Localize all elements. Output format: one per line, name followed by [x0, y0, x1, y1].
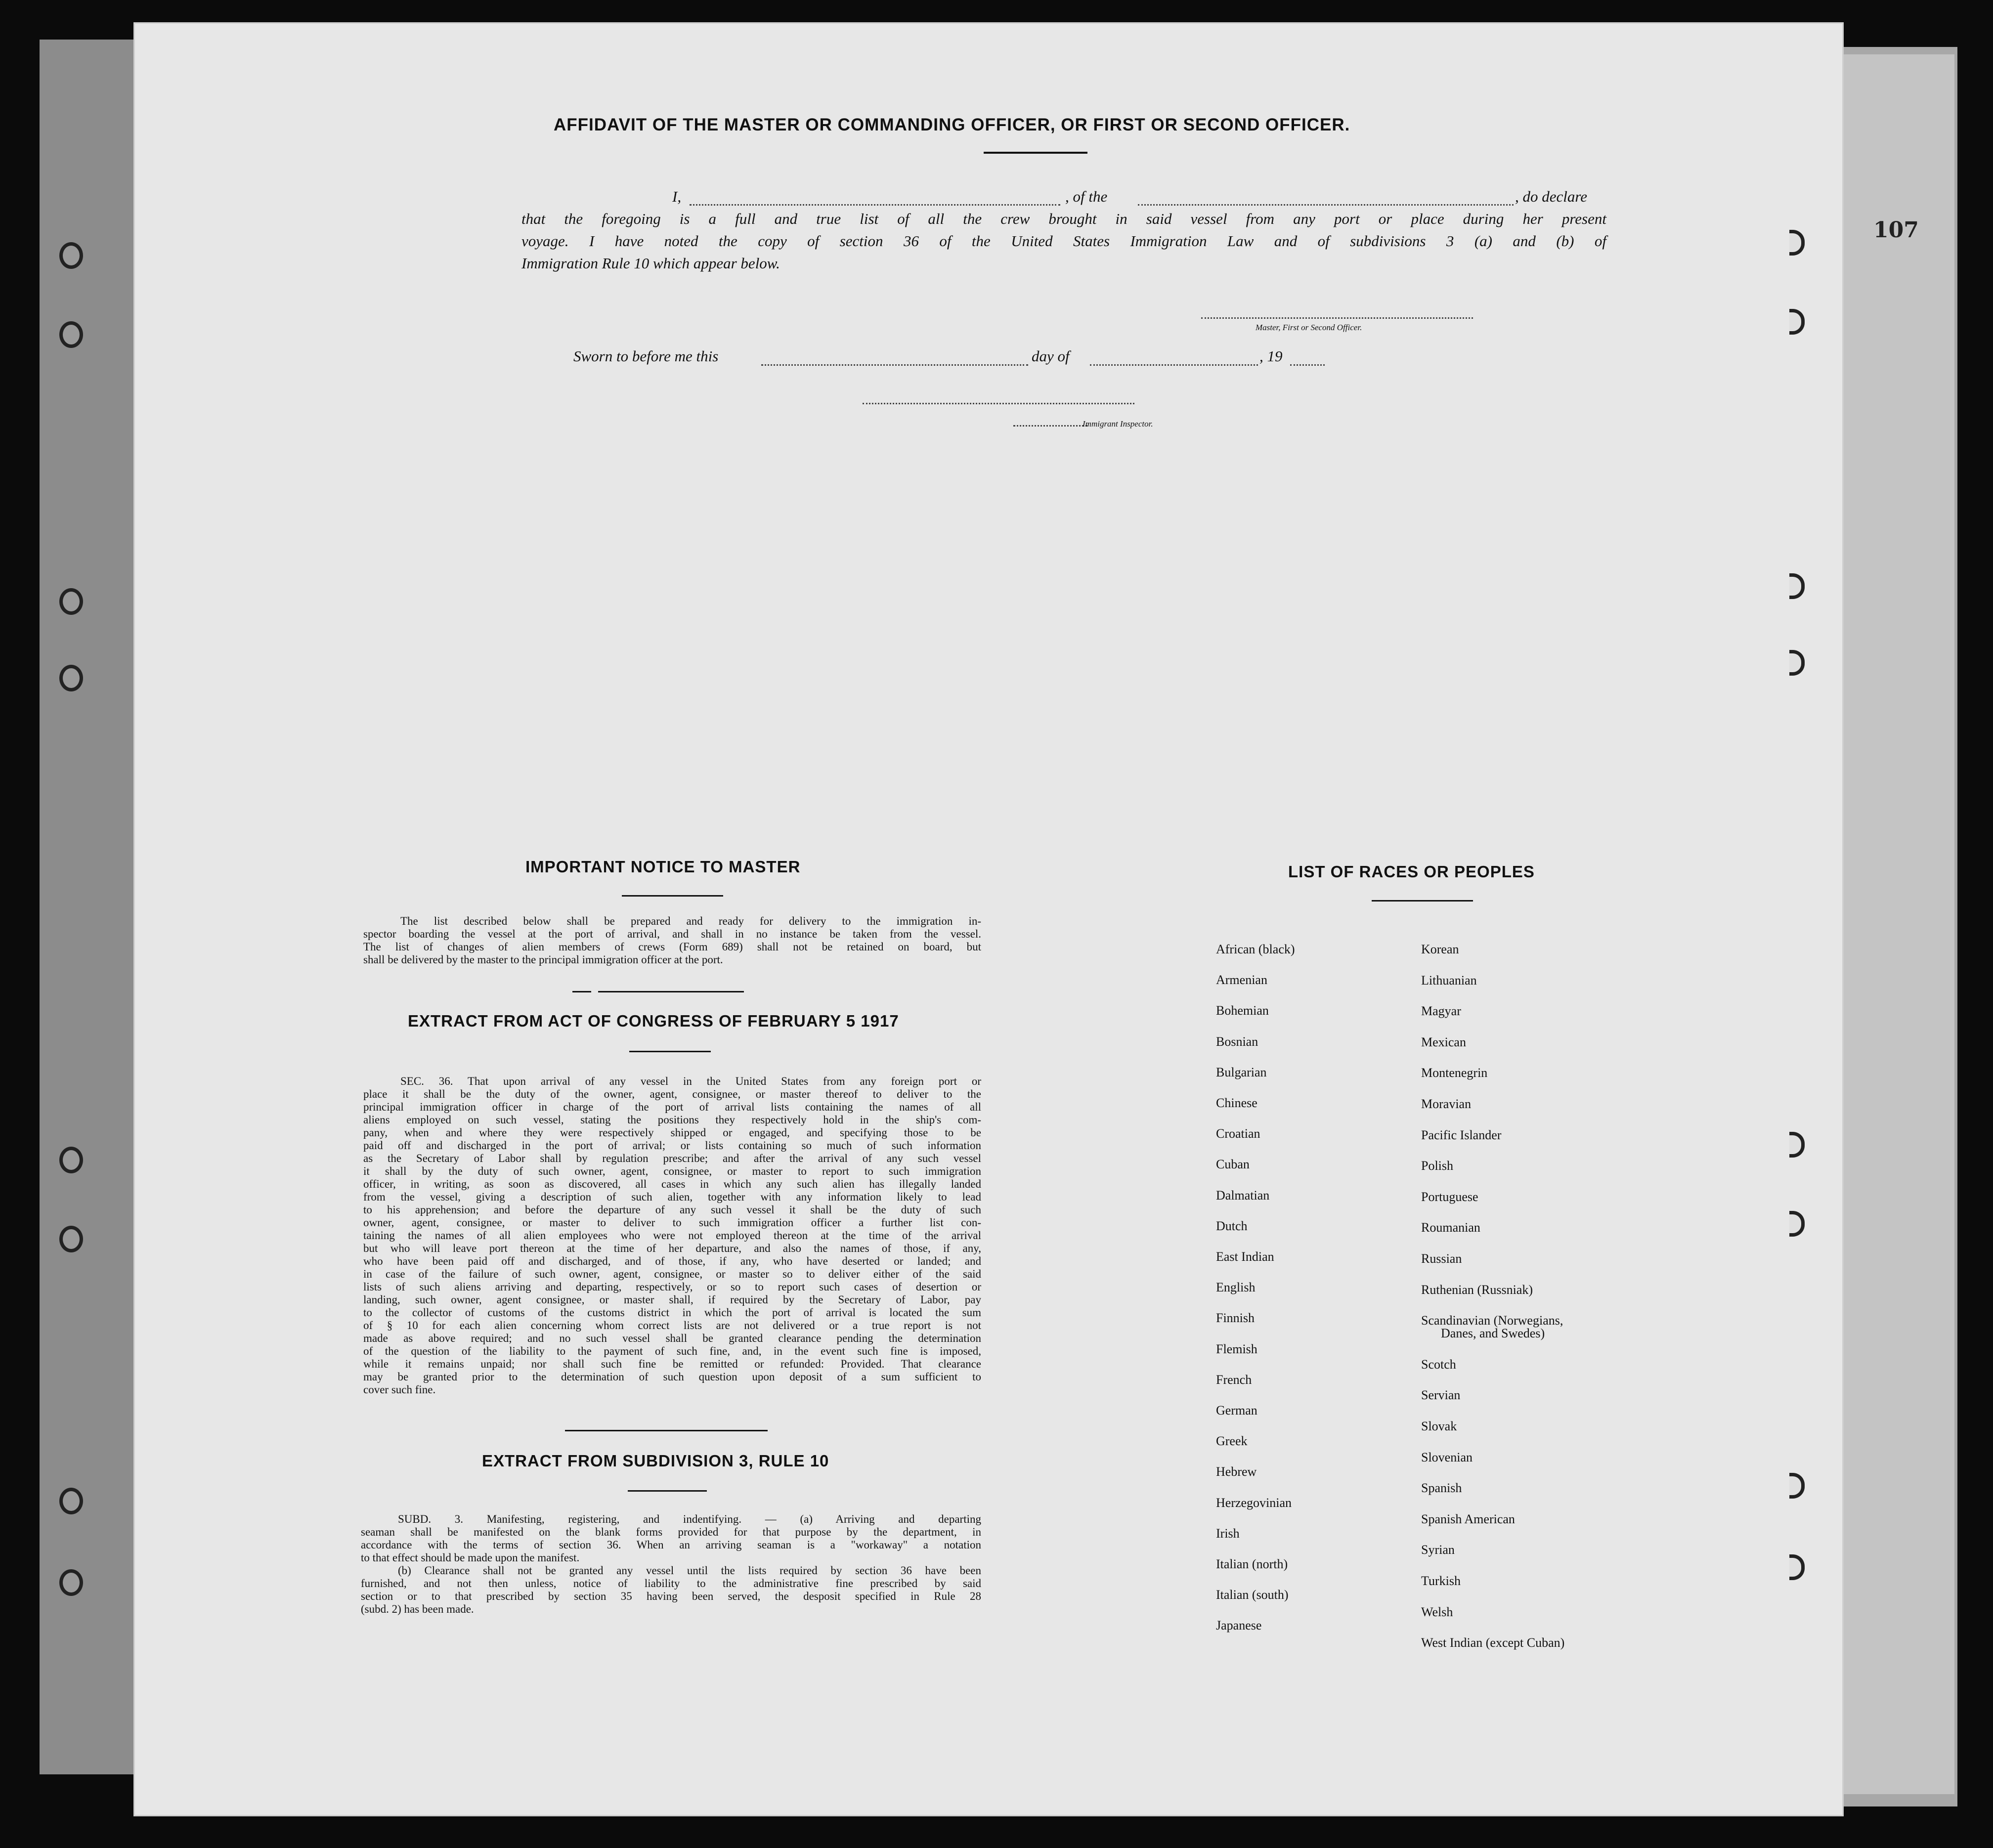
race-item: Slovenian	[1421, 1450, 1473, 1464]
race-item: Ruthenian (Russniak)	[1421, 1282, 1533, 1297]
affidavit-of-the: , of the	[1065, 188, 1108, 205]
race-item: Spanish	[1421, 1481, 1462, 1496]
race-item: East Indian	[1216, 1249, 1274, 1264]
race-item: Magyar	[1421, 1004, 1461, 1019]
divider	[572, 991, 591, 992]
text-line: aliens employed on such vessel, stating the positions they respectively hold in the ship's com-	[363, 1114, 981, 1126]
race-item: Slovak	[1421, 1419, 1457, 1433]
text-line: shall be delivered by the master to the principal immigration officer at the port.	[363, 953, 723, 966]
extract-rule-body	[361, 1513, 981, 1616]
text-line: (subd. 2) has been made.	[361, 1603, 474, 1615]
race-item: Pacific Islander	[1421, 1127, 1502, 1142]
punch-hole-icon	[59, 242, 83, 269]
race-item: Syrian	[1421, 1543, 1455, 1557]
race-item: Herzegovinian	[1216, 1495, 1292, 1510]
race-item: Chinese	[1216, 1096, 1257, 1110]
text-line: cover such fine.	[363, 1383, 436, 1396]
text-line: lists of such aliens arriving and departing, respectively, or so to report such cases of desertion or	[363, 1281, 981, 1293]
text-line: to the collector of customs of the customs district in which the port of arrival is located the sum	[363, 1306, 981, 1319]
text-line: furnished, and not then unless, notice of liability to the administrative fine prescribed by said	[361, 1577, 981, 1590]
text-line: principal immigration officer in charge of the port of arrival lists containing the names of all	[363, 1101, 981, 1113]
sworn-day-of: day of	[1032, 347, 1070, 365]
name-blank	[690, 204, 1060, 206]
divider	[565, 1430, 768, 1431]
text-line: from the vessel, giving a description of such alien, together with any information likely to lead	[363, 1191, 981, 1203]
vessel-blank	[1138, 204, 1514, 206]
binder-ring-icon	[1789, 1211, 1805, 1237]
text-line: SUBD. 3. Manifesting, registering, and indentifying. — (a) Arriving and departing	[398, 1513, 981, 1525]
text-line: taining the names of all alien employees who were not employed thereon at the time of the arrival	[363, 1229, 981, 1242]
race-item: Portuguese	[1421, 1189, 1478, 1204]
text-line: as the Secretary of Labor shall by regulation prescribe; and after the arrival of any such vessel	[363, 1152, 981, 1164]
text-line: accordance with the terms of section 36. When an arriving seaman is a "workaway" a notation	[361, 1539, 981, 1551]
sworn-year: , 19	[1259, 347, 1283, 365]
text-line: of the question of the liability to the payment of such fine, and, in the event such fine is imposed,	[363, 1345, 981, 1357]
affidavit-line-3: voyage. I have noted the copy of section 36 of the United States Immigration Law and of subdivisions 3 (a) and (b) of	[521, 232, 1606, 250]
race-item: Roumanian	[1421, 1220, 1480, 1235]
race-item: Greek	[1216, 1434, 1248, 1449]
race-item: Moravian	[1421, 1097, 1472, 1111]
text-line: of § 10 for each alien concerning whom correct lists are not delivered or a true report is not	[363, 1319, 981, 1332]
race-item: African (black)	[1216, 942, 1295, 956]
binder-ring-icon	[1789, 1473, 1805, 1499]
text-line: made as above required; and no such vessel shall be granted clearance pending the determination	[363, 1332, 981, 1344]
race-item: Italian (south)	[1216, 1588, 1289, 1602]
text-line: to his apprehension; and before the departure of any such vessel it shall be the duty of such	[363, 1203, 981, 1216]
race-item: German	[1216, 1403, 1257, 1418]
text-line: owner, agent, consignee, or master to deliver to such immigration officer a further list con-	[363, 1216, 981, 1229]
race-item: Polish	[1421, 1159, 1454, 1173]
sworn-month-blank	[1090, 364, 1258, 366]
race-item: Cuban	[1216, 1157, 1250, 1172]
page-number: 107	[1873, 217, 1919, 243]
signature-blank	[1201, 317, 1473, 319]
race-item: Welsh	[1421, 1604, 1453, 1619]
text-line: The list described below shall be prepared and ready for delivery to the immigration in-	[400, 915, 981, 927]
punch-hole-icon	[59, 321, 83, 348]
race-item: Croatian	[1216, 1126, 1260, 1141]
extract-act-title: EXTRACT FROM ACT OF CONGRESS OF FEBRUARY 5 1917	[408, 1012, 899, 1030]
divider	[629, 1051, 711, 1052]
race-item: Flemish	[1216, 1341, 1257, 1356]
text-line: landing, such owner, agent consignee, or master shall, if required by the Secretary of Labor, pay	[363, 1293, 981, 1306]
inspector-blank-1	[863, 403, 1134, 404]
punch-hole-icon	[59, 1147, 83, 1173]
punch-hole-icon	[59, 1569, 83, 1596]
race-item: Korean	[1421, 942, 1459, 956]
binder-ring-icon	[1789, 1554, 1805, 1580]
text-line: who have been paid off and discharged, and of those, if any, who have deserted or landed; and	[363, 1255, 981, 1267]
races-title: LIST OF RACES OR PEOPLES	[1288, 862, 1535, 881]
inspector-blank-2	[1013, 425, 1087, 427]
text-line: The list of changes of alien members of crews (Form 689) shall not be retained on board, but	[363, 941, 981, 953]
race-item: Bohemian	[1216, 1003, 1269, 1018]
inspector-caption: Immigrant Inspector.	[1083, 419, 1153, 429]
text-line: pany, when and where they were respectively shipped or engaged, and specifying those to be	[363, 1126, 981, 1139]
notice-body	[363, 915, 981, 966]
extract-rule-title: EXTRACT FROM SUBDIVISION 3, RULE 10	[482, 1452, 829, 1470]
race-item: Scandinavian (Norwegians,	[1421, 1313, 1563, 1328]
race-item: Danes, and Swedes)	[1441, 1326, 1545, 1341]
divider	[628, 1490, 707, 1492]
affidavit-line-2: that the foregoing is a full and true list of all the crew brought in said vessel from any port or place during her present	[521, 210, 1606, 227]
binder-ring-icon	[1789, 309, 1805, 335]
text-line: to that effect should be made upon the manifest.	[361, 1551, 580, 1564]
text-line: but who will leave port thereon at the time of her departure, and also the names of those, if any,	[363, 1242, 981, 1254]
text-line: while it remains unpaid; nor shall such fine be remitted or refunded: Provided. That clearance	[363, 1358, 981, 1370]
sworn-year-blank	[1290, 364, 1325, 366]
sworn-day-blank	[761, 364, 1028, 366]
race-item: Scotch	[1421, 1357, 1456, 1372]
divider	[1372, 900, 1473, 902]
text-line: seaman shall be manifested on the blank forms provided for that purpose by the department, in	[361, 1526, 981, 1538]
race-item: Russian	[1421, 1251, 1462, 1266]
race-item: Hebrew	[1216, 1464, 1257, 1479]
signature-caption: Master, First or Second Officer.	[1256, 323, 1362, 332]
binder-ring-icon	[1789, 1132, 1805, 1158]
race-item: French	[1216, 1372, 1252, 1387]
race-item: Bosnian	[1216, 1034, 1258, 1049]
text-line: officer, in writing, as soon as discovered, all cases in which any such alien has illegally landed	[363, 1178, 981, 1190]
text-line: spector boarding the vessel at the port of arrival, and shall in no instance be taken from the vessel.	[363, 928, 981, 940]
extract-act-body	[363, 1075, 981, 1396]
race-item: West Indian (except Cuban)	[1421, 1635, 1565, 1650]
race-item: Montenegrin	[1421, 1066, 1488, 1080]
back-page-inner	[1839, 54, 1954, 1794]
sworn-prefix: Sworn to before me this	[573, 347, 719, 365]
race-item: Irish	[1216, 1526, 1240, 1541]
race-item: Mexican	[1421, 1034, 1466, 1049]
punch-hole-icon	[59, 1488, 83, 1514]
punch-hole-icon	[59, 1226, 83, 1252]
race-item: Servian	[1421, 1388, 1461, 1403]
text-line: place it shall be the duty of the owner, agent, consignee, or master thereof to deliver to the	[363, 1088, 981, 1100]
divider	[622, 895, 723, 897]
race-item: Japanese	[1216, 1618, 1262, 1633]
race-item: Armenian	[1216, 973, 1267, 988]
text-line: in case of the failure of such owner, agent, consignee, or master so to deliver either of the said	[363, 1268, 981, 1280]
race-item: Dalmatian	[1216, 1188, 1270, 1203]
document-page	[133, 22, 1844, 1816]
binder-ring-icon	[1789, 573, 1805, 599]
affidavit-line-4: Immigration Rule 10 which appear below.	[521, 255, 780, 272]
text-line: (b) Clearance shall not be granted any vessel until the lists required by section 36 have been	[398, 1564, 981, 1577]
divider	[598, 991, 744, 992]
binder-ring-icon	[1789, 230, 1805, 256]
punch-hole-icon	[59, 665, 83, 691]
race-item: Spanish American	[1421, 1511, 1515, 1526]
race-item: Finnish	[1216, 1311, 1255, 1326]
race-item: Dutch	[1216, 1218, 1248, 1233]
text-line: SEC. 36. That upon arrival of any vessel in the United States from any foreign port or	[400, 1075, 981, 1087]
binder-ring-icon	[1789, 650, 1805, 676]
divider	[984, 152, 1087, 154]
affidavit-title: AFFIDAVIT OF THE MASTER OR COMMANDING OFFICER, OR FIRST OR SECOND OFFICER.	[554, 115, 1350, 134]
punch-hole-icon	[59, 588, 83, 615]
race-item: Italian (north)	[1216, 1557, 1288, 1571]
text-line: it shall by the duty of such owner, agent, consignee, or master to report to such immigration	[363, 1165, 981, 1177]
text-line: section or to that prescribed by section 35 having been served, the desposit specified in Rule 28	[361, 1590, 981, 1602]
text-line: paid off and discharged in the port of arrival; or lists containing so much of such information	[363, 1139, 981, 1152]
affidavit-i: I,	[672, 188, 682, 205]
race-item: Turkish	[1421, 1574, 1461, 1588]
race-item: Bulgarian	[1216, 1065, 1267, 1079]
race-item: Lithuanian	[1421, 973, 1477, 988]
text-line: may be granted prior to the determination of such question upon deposit of a sum sufficient to	[363, 1371, 981, 1383]
notice-title: IMPORTANT NOTICE TO MASTER	[525, 858, 801, 876]
race-item: English	[1216, 1280, 1256, 1295]
affidavit-declare: , do declare	[1515, 188, 1588, 205]
